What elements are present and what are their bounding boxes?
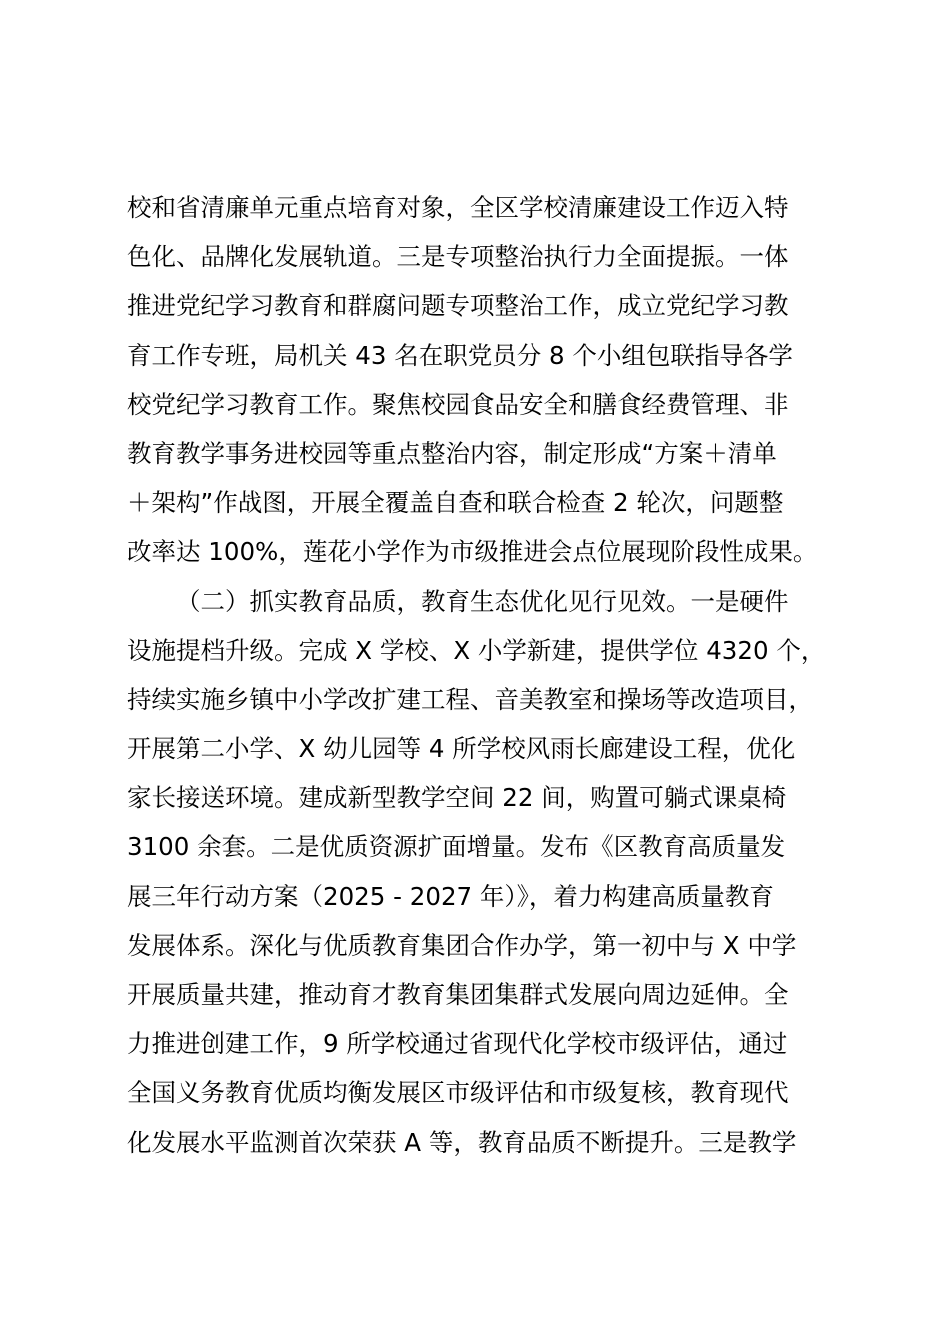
text-line: 色化、品牌化发展轨道。三是专项整治执行力全面提振。一体 [127, 242, 789, 272]
text-line: 开展第二小学、X 幼儿园等 4 所学校风雨长廊建设工程，优化 [127, 734, 796, 764]
section-heading-line: （二）抓实教育品质，教育生态优化见行见效。一是硬件 [176, 586, 789, 616]
text-line: 家长接送环境。建成新型教学空间 22 间，购置可躺式课桌椅 [127, 783, 787, 813]
text-line: 化发展水平监测首次荣获 A 等，教育品质不断提升。三是教学 [127, 1127, 797, 1157]
text-line: ＋架构”作战图，开展全覆盖自查和联合检查 2 轮次，问题整 [127, 488, 784, 518]
text-line: 力推进创建工作，9 所学校通过省现代化学校市级评估，通过 [127, 1029, 788, 1059]
text-line: 育工作专班，局机关 43 名在职党员分 8 个小组包联指导各学 [127, 340, 793, 370]
text-line: 推进党纪学习教育和群腐问题专项整治工作，成立党纪学习教 [127, 291, 789, 321]
text-line: 改率达 100%，莲花小学作为市级推进会点位展现阶段性成果。 [127, 537, 818, 567]
text-line: 展三年行动方案（2025 - 2027 年）》，着力构建高质量教育 [127, 881, 774, 911]
text-line: 全国义务教育优质均衡发展区市级评估和市级复核，教育现代 [127, 1078, 789, 1108]
text-line: 设施提档升级。完成 X 学校、X 小学新建，提供学位 4320 个， [127, 635, 826, 665]
body-text [127, 183, 837, 1167]
text-line: 校和省清廉单元重点培育对象，全区学校清廉建设工作迈入特 [127, 193, 789, 222]
text-line: 发展体系。深化与优质教育集团合作办学，第一初中与 X 中学 [127, 930, 797, 960]
text-line: 持续实施乡镇中小学改扩建工程、音美教室和操场等改造项目， [127, 684, 813, 714]
text-line: 教育教学事务进校园等重点整治内容，制定形成“方案＋清单 [127, 438, 777, 468]
text-line: 校党纪学习教育工作。聚焦校园食品安全和膳食经费管理、非 [127, 389, 789, 419]
text-line: 3100 余套。二是优质资源扩面增量。发布《区教育高质量发 [127, 832, 786, 862]
text-line: 开展质量共建，推动育才教育集团集群式发展向周边延伸。全 [127, 980, 789, 1009]
